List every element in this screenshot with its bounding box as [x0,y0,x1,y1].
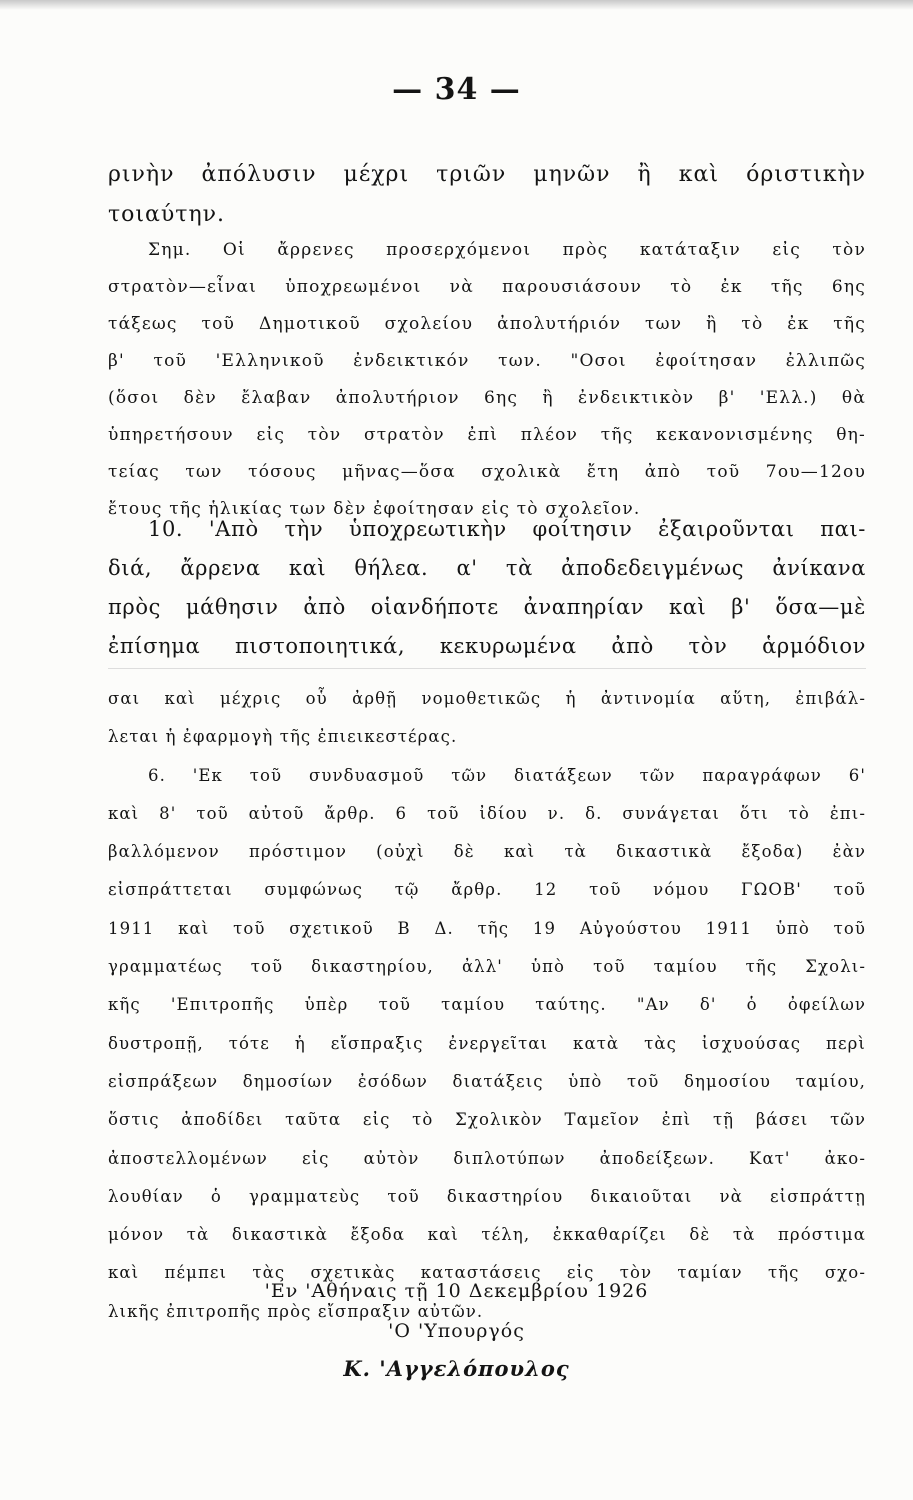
text-line: ἐπίσημα πιστοποιητικά, κεκυρωμένα ἀπὸ τὸν ἁρμόδιον [108,634,866,658]
text-line: ρινὴν ἀπόλυσιν μέχρι τριῶν μηνῶν ἢ καὶ όριστικὴν [108,162,866,187]
text-line: λικῆς ἐπιτροπῆς πρὸς εἴσπραξιν αὐτῶν. [108,1301,484,1321]
continuation-text [108,155,866,235]
text-line: βαλλόμενον πρόστιμον (οὐχὶ δὲ καὶ τὰ δικαστικὰ ἔξοδα) ἐὰν [108,842,866,862]
decree-text [108,680,866,1331]
text-line: λεται ἡ ἐφαρμογὴ τῆς ἐπιεικεστέρας. [108,727,458,747]
text-line: (ὅσοι δὲν ἔλαβαν ἀπολυτήριον 6ης ἢ ἐνδεικτικὸν β' 'Ελλ.) θὰ [108,388,866,408]
text-line: ὅστις ἀποδίδει ταῦτα εἰς τὸ Σχολικὸν Ταμεῖον ἐπὶ τῇ βάσει τῶν [108,1110,866,1130]
text-line: ἀποστελλομένων εἰς αὐτὸν διπλοτύπων ἀποδείξεων. Κατ' ἀκο- [108,1148,866,1168]
note-block [108,232,866,528]
text-line: πρὸς μάθησιν ἀπὸ οἱανδήποτε ἀναπηρίαν καὶ β' ὅσα—μὲ [108,595,866,619]
text-line: 1911 καὶ τοῦ σχετικοῦ Β Δ. τῆς 19 Αὐγούστου 1911 ὑπὸ τοῦ [108,918,866,938]
text-line: ὑπηρετήσουν εἰς τὸν στρατὸν ἐπὶ πλέον τῆς κεκανονισμένης θη- [108,425,866,445]
page-edge-shadow [0,0,913,10]
text-line: μόνον τὰ δικαστικὰ ἔξοδα καὶ τέλη, ἐκκαθαρίζει δὲ τὰ πρόστιμα [108,1225,866,1245]
page-number: — 34 — [392,72,521,107]
signature-date: 'Εν 'Αθήναις τῇ 10 Δεκεμβρίου 1926 [264,1280,649,1302]
text-line: καὶ 8' τοῦ αὐτοῦ ἄρθρ. 6 τοῦ ἰδίου ν. δ. συνάγεται ὅτι τὸ ἐπι- [108,803,866,823]
text-line: σαι καὶ μέχρις οὗ ἀρθῇ νομοθετικῶς ἡ ἀντινομία αὕτη, ἐπιβάλ- [108,689,866,708]
text-line: Σημ. Οἱ ἄρρενες προσερχόμενοι πρὸς κατάταξιν εἰς τὸν [148,240,866,260]
text-line: καὶ πέμπει τὰς σχετικὰς καταστάσεις εἰς τὸν ταμίαν τῆς σχο- [108,1263,866,1283]
text-line: τοιαύτην. [108,202,225,227]
text-line: β' τοῦ 'Ελληνικοῦ ἐνδεικτικόν των. "Οσοι ἐφοίτησαν ἐλλιπῶς [108,351,866,371]
text-line: λουθίαν ὁ γραμματεὺς τοῦ δικαστηρίου δικαιοῦται νὰ εἰσπράττῃ [108,1186,866,1206]
signature-name: Κ. 'Αγγελόπουλος [343,1356,570,1381]
section-divider [108,668,866,669]
text-line: γραμματέως τοῦ δικαστηρίου, ἀλλ' ὑπὸ τοῦ ταμίου τῆς Σχολι- [108,957,866,977]
text-line: εἰσπράττεται συμφώνως τῷ ἄρθρ. 12 τοῦ νόμου ΓΩΟΒ' τοῦ [108,880,866,900]
text-line: τείας των τόσους μῆνας—ὅσα σχολικὰ ἔτη ἀπὸ τοῦ 7ου—12ου [108,462,866,482]
signature-title: 'Ο 'Υπουργός [388,1320,525,1342]
text-line: 6. 'Εκ τοῦ συνδυασμοῦ τῶν διατάξεων τῶν παραγράφων 6' [148,765,866,785]
paragraph-10 [108,510,866,666]
text-line: κῆς 'Επιτροπῆς ὑπὲρ τοῦ ταμίου ταύτης. "Αν δ' ὁ ὀφείλων [108,995,866,1015]
text-line: εἰσπράξεων δημοσίων ἐσόδων διατάξεις ὑπὸ τοῦ δημοσίου ταμίου, [108,1071,866,1091]
text-line: ἔτους τῆς ἡλικίας των δὲν ἐφοίτησαν εἰς τὸ σχολεῖον. [108,499,641,519]
text-line: δυστροπῇ, τότε ἡ εἴσπραξις ἐνεργεῖται κατὰ τὰς ἰσχυούσας περὶ [108,1033,866,1053]
text-line: 10. 'Απὸ τὴν ὑποχρεωτικὴν φοίτησιν ἐξαιροῦνται παι- [148,517,866,541]
text-line: στρατὸν—εἶναι ὑποχρεωμένοι νὰ παρουσιάσουν τὸ ἐκ τῆς 6ης [108,277,866,297]
text-line: τάξεως τοῦ Δημοτικοῦ σχολείου ἀπολυτήριόν των ἢ τὸ ἐκ τῆς [108,314,866,334]
text-line: διά, ἄρρενα καὶ θήλεα. α' τὰ ἀποδεδειγμένως ἀνίκανα [108,556,866,580]
